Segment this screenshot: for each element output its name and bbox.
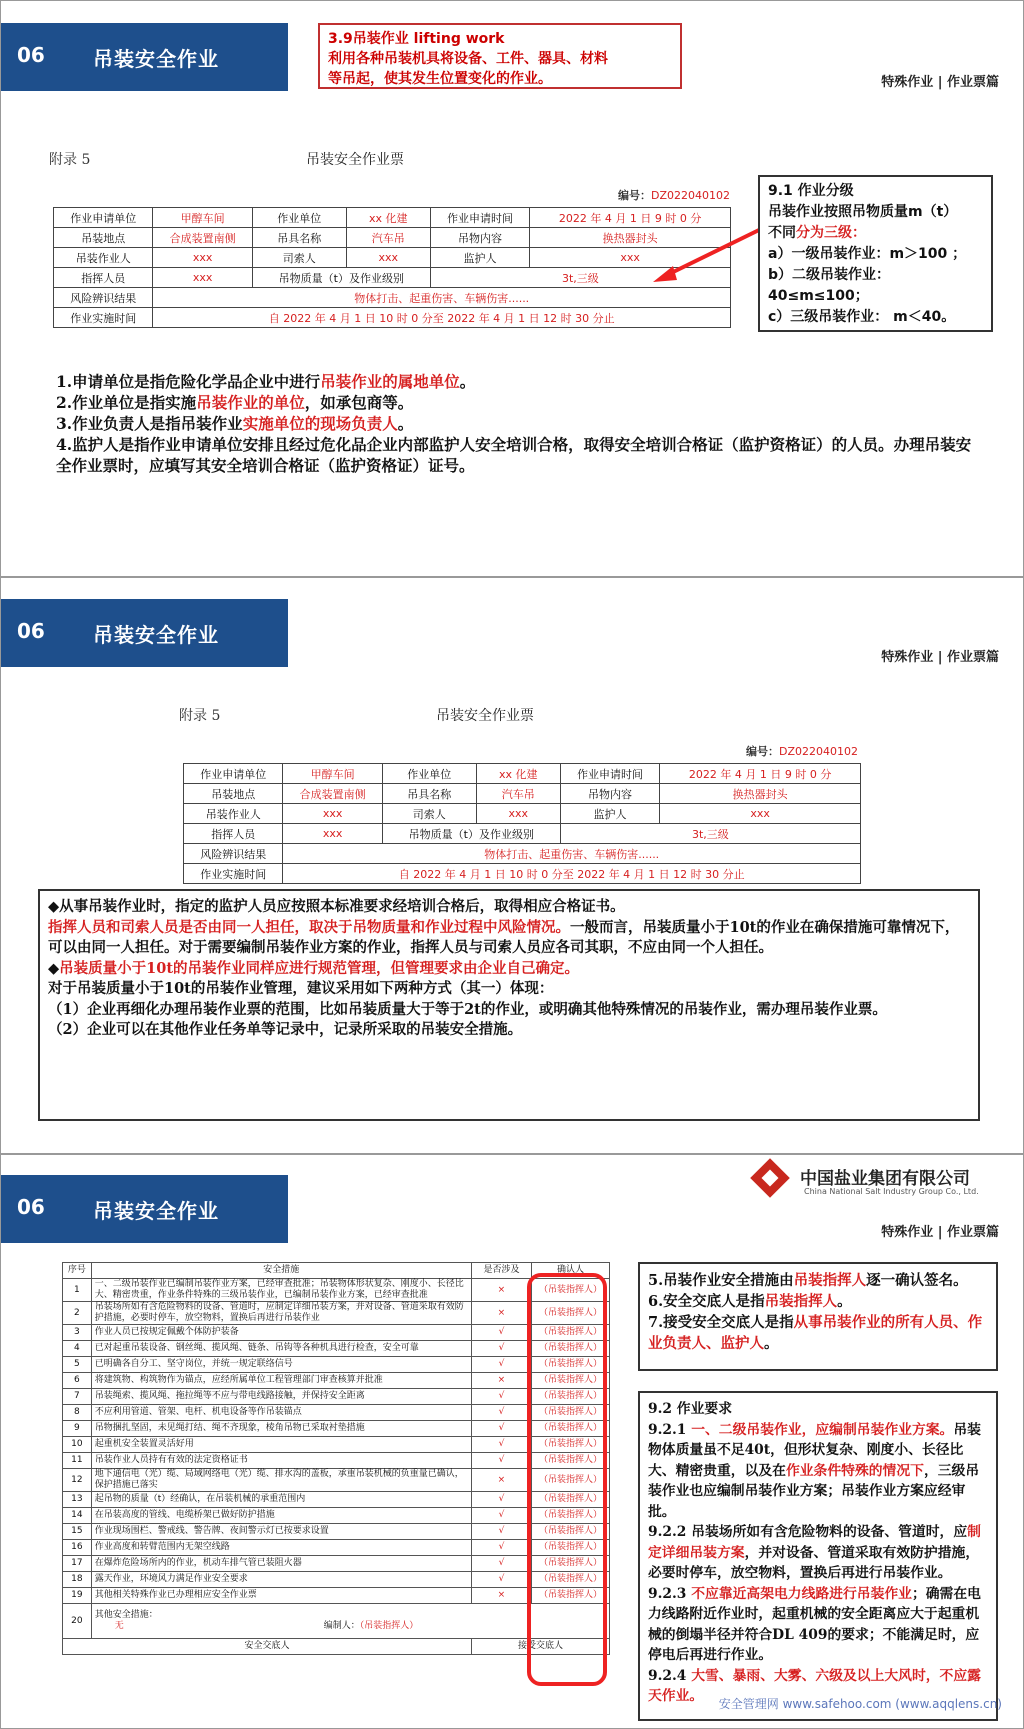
- section-title: 吊装安全作业: [93, 623, 219, 647]
- breadcrumb: 特殊作业 | 作业票篇: [881, 75, 999, 90]
- row-number: 11: [63, 1453, 92, 1469]
- measure-text: 作业高度和转臂范围内无架空线路: [91, 1540, 471, 1556]
- row-number: 2: [63, 1302, 92, 1325]
- definition-box: [318, 23, 682, 89]
- confirmer: （吊装指挥人）: [532, 1540, 610, 1556]
- company-logo: 中国盐业集团有限公司 China National Salt Industry Group Co., Ltd.: [750, 1160, 1010, 1206]
- involved-mark: √: [471, 1357, 531, 1373]
- row-number: 17: [63, 1556, 92, 1572]
- row-number: 19: [63, 1588, 92, 1604]
- measure-text: 将建筑物、构筑物作为锚点，应经所属单位工程管理部门审查核算并批准: [91, 1373, 471, 1389]
- form-row: 作业实施时间 自 2022 年 4 月 1 日 10 时 0 分至 2022 年 4 月 1 日 12 时 30 分止: [184, 864, 861, 884]
- involved-mark: √: [471, 1389, 531, 1405]
- form-row: 指挥人员 xxx 吊物质量（t）及作业级别 3t,三级: [54, 268, 731, 288]
- section-title: 吊装安全作业: [93, 1199, 219, 1223]
- involved-mark: √: [471, 1508, 531, 1524]
- work-permit-form: [183, 763, 861, 884]
- row-number: 3: [63, 1325, 92, 1341]
- involved-mark: √: [471, 1524, 531, 1540]
- confirmer: （吊装指挥人）: [532, 1357, 610, 1373]
- row-number: 8: [63, 1405, 92, 1421]
- notes-list: [56, 371, 986, 476]
- involved-mark: √: [471, 1437, 531, 1453]
- measure-text: 一、二级吊装作业已编制吊装作业方案，已经审查批准；吊装物体形状复杂、刚度小、长径比大、精密贵重，作业条件特殊的三级吊装作业，已编制吊装作业方案，已经审查批准: [91, 1279, 471, 1302]
- confirmer: （吊装指挥人）: [532, 1524, 610, 1540]
- measure-text: 起重机安全装置灵活好用: [91, 1437, 471, 1453]
- highlight-frame: [527, 1273, 607, 1686]
- requirements-box: 9.2 作业要求 9.2.1 一、二级吊装作业，应编制吊装作业方案。吊装物体质量虽不足40t，但形状复杂、刚度小、长径比大、精密贵重，以及在作业条件特殊的情况下，三级吊装作业也应编制吊装作业方案；吊装作业方案应经审批。 9.2.2 吊装场所如有含危险物料的设备、管道时，应制定详细吊装方案，并对设备、管道采取有效防护措施，必要时停车，放空物料，置换后再进行吊装作业。 9.2.3 不应靠近高架电力线路进行吊装作业；确需在电力线路附近作业时，起重机械的安全距离应大于起重机械的倒塌半径并符合DL 409的要求；不能满足时，应停电后再进行作业。 9.2.4 大雪、暴雨、大雾、六级及以上大风时，不应露天作业。: [638, 1391, 998, 1721]
- definition-line: 利用各种吊装机具将设备、工件、器具、材料: [328, 51, 608, 67]
- table-row: 20 其他安全措施： 无 编制人：（吊装指挥人）: [63, 1604, 610, 1639]
- form-row: 作业申请单位 甲醇车间 作业单位 xx 化建 作业申请时间 2022 年 4 月 1 日 9 时 0 分: [184, 764, 861, 784]
- form-row: 风险辨识结果 物体打击、起重伤害、车辆伤害......: [54, 288, 731, 308]
- slide-1: [0, 0, 1024, 577]
- measure-text: 其他相关特殊作业已办理相应安全作业票: [91, 1588, 471, 1604]
- definition-line: 等吊起，使其发生位置变化的作业。: [328, 71, 552, 87]
- table-header-row: 序号 安全措施 是否涉及 确认人: [63, 1263, 610, 1279]
- form-number: 编号：DZ022040102: [618, 189, 730, 202]
- form-row: 吊装作业人 xxx 司索人 xxx 监护人 xxx: [54, 248, 731, 268]
- involved-mark: √: [471, 1540, 531, 1556]
- breadcrumb: 特殊作业 | 作业票篇: [881, 650, 999, 665]
- row-number: 16: [63, 1540, 92, 1556]
- section-number: 06: [17, 1195, 45, 1219]
- measure-text: 作业现场围栏、警戒线、警告牌、夜间警示灯已按要求设置: [91, 1524, 471, 1540]
- row-number: 7: [63, 1389, 92, 1405]
- breadcrumb: 特殊作业 | 作业票篇: [881, 1225, 999, 1240]
- confirmer: （吊装指挥人）: [532, 1469, 610, 1492]
- confirmer: （吊装指挥人）: [532, 1421, 610, 1437]
- row-number: 1: [63, 1279, 92, 1302]
- confirmer: （吊装指挥人）: [532, 1279, 610, 1302]
- measure-text: 作业人员已按规定佩戴个体防护装备: [91, 1325, 471, 1341]
- confirmer: （吊装指挥人）: [532, 1556, 610, 1572]
- guidance-box: ◆从事吊装作业时，指定的监护人员应按照本标准要求经培训合格后，取得相应合格证书。 指挥人员和司索人员是否由同一人担任，取决于吊物质量和作业过程中风险情况。一般而言，吊装质量小于10t的作业在确保措施可靠情况下，可以由同一人担任。对于需要编制吊装作业方案的作业，指挥人员与司索人员应各司其职，不应由同一个人担任。 ◆吊装质量小于10t的吊装作业同样应进行规范管理，但管理要求由企业自己确定。 对于吊装质量小于10t的吊装作业管理，建议采用如下两种方式（其一）体现： （1）企业再细化办理吊装作业票的范围，比如吊装质量大于等于2t的作业，或明确其他特殊情况的吊装作业，需办理吊装作业票。 （2）企业可以在其他作业任务单等记录中，记录所采取的吊装安全措施。: [38, 889, 980, 1121]
- row-number: 4: [63, 1341, 92, 1357]
- confirmer: （吊装指挥人）: [532, 1588, 610, 1604]
- row-number: 6: [63, 1373, 92, 1389]
- row-number: 12: [63, 1469, 92, 1492]
- appendix-label: 附录 5: [49, 152, 91, 168]
- involved-mark: √: [471, 1341, 531, 1357]
- row-number: 5: [63, 1357, 92, 1373]
- section-title: 吊装安全作业: [93, 47, 219, 71]
- confirmer: （吊装指挥人）: [532, 1405, 610, 1421]
- measure-text: 吊装绳索、揽风绳、拖拉绳等不应与带电线路接触，并保持安全距离: [91, 1389, 471, 1405]
- measure-text: 在爆炸危险场所内的作业，机动车排气管已装阻火器: [91, 1556, 471, 1572]
- confirmer: （吊装指挥人）: [532, 1389, 610, 1405]
- grade-box: 9.1 作业分级 吊装作业按照吊物质量m（t） 不同分为三级： a）一级吊装作业：m＞100 ； b）二级吊装作业： 40≤m≤100； c）三级吊装作业： m＜40。: [758, 175, 993, 332]
- row-number: 9: [63, 1421, 92, 1437]
- form-row: 吊装地点 合成装置南侧 吊具名称 汽车吊 吊物内容 换热器封头: [184, 784, 861, 804]
- involved-mark: ×: [471, 1469, 531, 1492]
- note-item: 2.作业单位是指实施吊装作业的单位，如承包商等。: [56, 393, 414, 412]
- form-row: 吊装作业人 xxx 司索人 xxx 监护人 xxx: [184, 804, 861, 824]
- form-number: 编号：DZ022040102: [746, 745, 858, 758]
- measure-text: 不应利用管道、管架、电杆、机电设备等作吊装锚点: [91, 1405, 471, 1421]
- form-title: 吊装安全作业票: [436, 708, 534, 724]
- section-number: 06: [17, 43, 45, 67]
- section-number: 06: [17, 619, 45, 643]
- involved-mark: √: [471, 1572, 531, 1588]
- involved-mark: √: [471, 1453, 531, 1469]
- measure-text: 已对起重吊装设备、钢丝绳、揽风绳、链条、吊钩等各种机具进行检查，安全可靠: [91, 1341, 471, 1357]
- form-row: 作业申请单位 甲醇车间 作业单位 xx 化建 作业申请时间 2022 年 4 月 1 日 9 时 0 分: [54, 208, 731, 228]
- logo-mark-icon: [750, 1158, 790, 1198]
- note-item: 4.监护人是指作业申请单位安排且经过危化品企业内部监护人安全培训合格，取得安全培训合格证（监护资格证）的人员。办理吊装安全作业票时，应填写其安全培训合格证（监护资格证）证号。: [56, 435, 972, 475]
- involved-mark: ×: [471, 1588, 531, 1604]
- table-row: 安全交底人 接受交底人: [63, 1639, 610, 1655]
- measure-text: 在吊装高度的管线、电缆桥架已做好防护措施: [91, 1508, 471, 1524]
- form-title: 吊装安全作业票: [306, 152, 404, 168]
- confirmer: （吊装指挥人）: [532, 1437, 610, 1453]
- involved-mark: √: [471, 1556, 531, 1572]
- row-number: 14: [63, 1508, 92, 1524]
- form-row: 风险辨识结果 物体打击、起重伤害、车辆伤害......: [184, 844, 861, 864]
- row-number: 13: [63, 1492, 92, 1508]
- appendix-label: 附录 5: [179, 708, 221, 724]
- involved-mark: √: [471, 1421, 531, 1437]
- confirmer: （吊装指挥人）: [532, 1508, 610, 1524]
- confirmer: （吊装指挥人）: [532, 1492, 610, 1508]
- watermark: 安全管理网 www.safehoo.com (www.aqqlens.cn): [718, 1697, 1002, 1711]
- row-number: 15: [63, 1524, 92, 1540]
- measure-text: 地下通信电（光）缆、局域网络电（光）缆、排水沟的盖板，承重吊装机械的负重量已确认，保护措施已落实: [91, 1469, 471, 1492]
- form-row: 作业实施时间 自 2022 年 4 月 1 日 10 时 0 分至 2022 年 4 月 1 日 12 时 30 分止: [54, 308, 731, 328]
- form-row: 吊装地点 合成装置南侧 吊具名称 汽车吊 吊物内容 换热器封头: [54, 228, 731, 248]
- measure-text: 起吊物的质量（t）经确认，在吊装机械的承重范围内: [91, 1492, 471, 1508]
- work-permit-form: [53, 207, 731, 328]
- confirmer: （吊装指挥人）: [532, 1302, 610, 1325]
- confirmer: （吊装指挥人）: [532, 1341, 610, 1357]
- involved-mark: √: [471, 1492, 531, 1508]
- notes-box: 5.吊装作业安全措施由吊装指挥人逐一确认签名。 6.安全交底人是指吊装指挥人。 7.接受安全交底人是指从事吊装作业的所有人员、作业负责人、监护人。: [638, 1262, 998, 1371]
- confirmer: （吊装指挥人）: [532, 1572, 610, 1588]
- pointer-arrow-icon: [651, 226, 763, 286]
- row-number: 18: [63, 1572, 92, 1588]
- note-item: 1.申请单位是指危险化学品企业中进行吊装作业的属地单位。: [56, 372, 476, 391]
- involved-mark: ×: [471, 1373, 531, 1389]
- measure-text: 露天作业，环境风力满足作业安全要求: [91, 1572, 471, 1588]
- measure-text: 吊装作业人员持有有效的法定资格证书: [91, 1453, 471, 1469]
- measure-text: 吊装场所如有含危险物料的设备、管道时，应制定详细吊装方案，并对设备、管道采取有效防护措施，必要时停车，放空物料，置换后再进行吊装作业: [91, 1302, 471, 1325]
- definition-line: 3.9吊装作业 lifting work: [328, 31, 505, 47]
- measure-text: 已明确各自分工、坚守岗位，并统一规定联络信号: [91, 1357, 471, 1373]
- note-item: 3.作业负责人是指吊装作业实施单位的现场负责人。: [56, 414, 414, 433]
- section-header: [1, 1175, 288, 1243]
- involved-mark: √: [471, 1405, 531, 1421]
- confirmer: （吊装指挥人）: [532, 1373, 610, 1389]
- measure-text: 吊物捆扎坚固，未见绳打结、绳不齐现象，棱角吊物已采取衬垫措施: [91, 1421, 471, 1437]
- involved-mark: ×: [471, 1279, 531, 1302]
- involved-mark: ×: [471, 1302, 531, 1325]
- confirmer: （吊装指挥人）: [532, 1453, 610, 1469]
- row-number: 10: [63, 1437, 92, 1453]
- form-row: 指挥人员 xxx 吊物质量（t）及作业级别 3t,三级: [184, 824, 861, 844]
- section-header: [1, 599, 288, 667]
- section-header: [1, 23, 288, 91]
- confirmer: （吊装指挥人）: [532, 1325, 610, 1341]
- involved-mark: √: [471, 1325, 531, 1341]
